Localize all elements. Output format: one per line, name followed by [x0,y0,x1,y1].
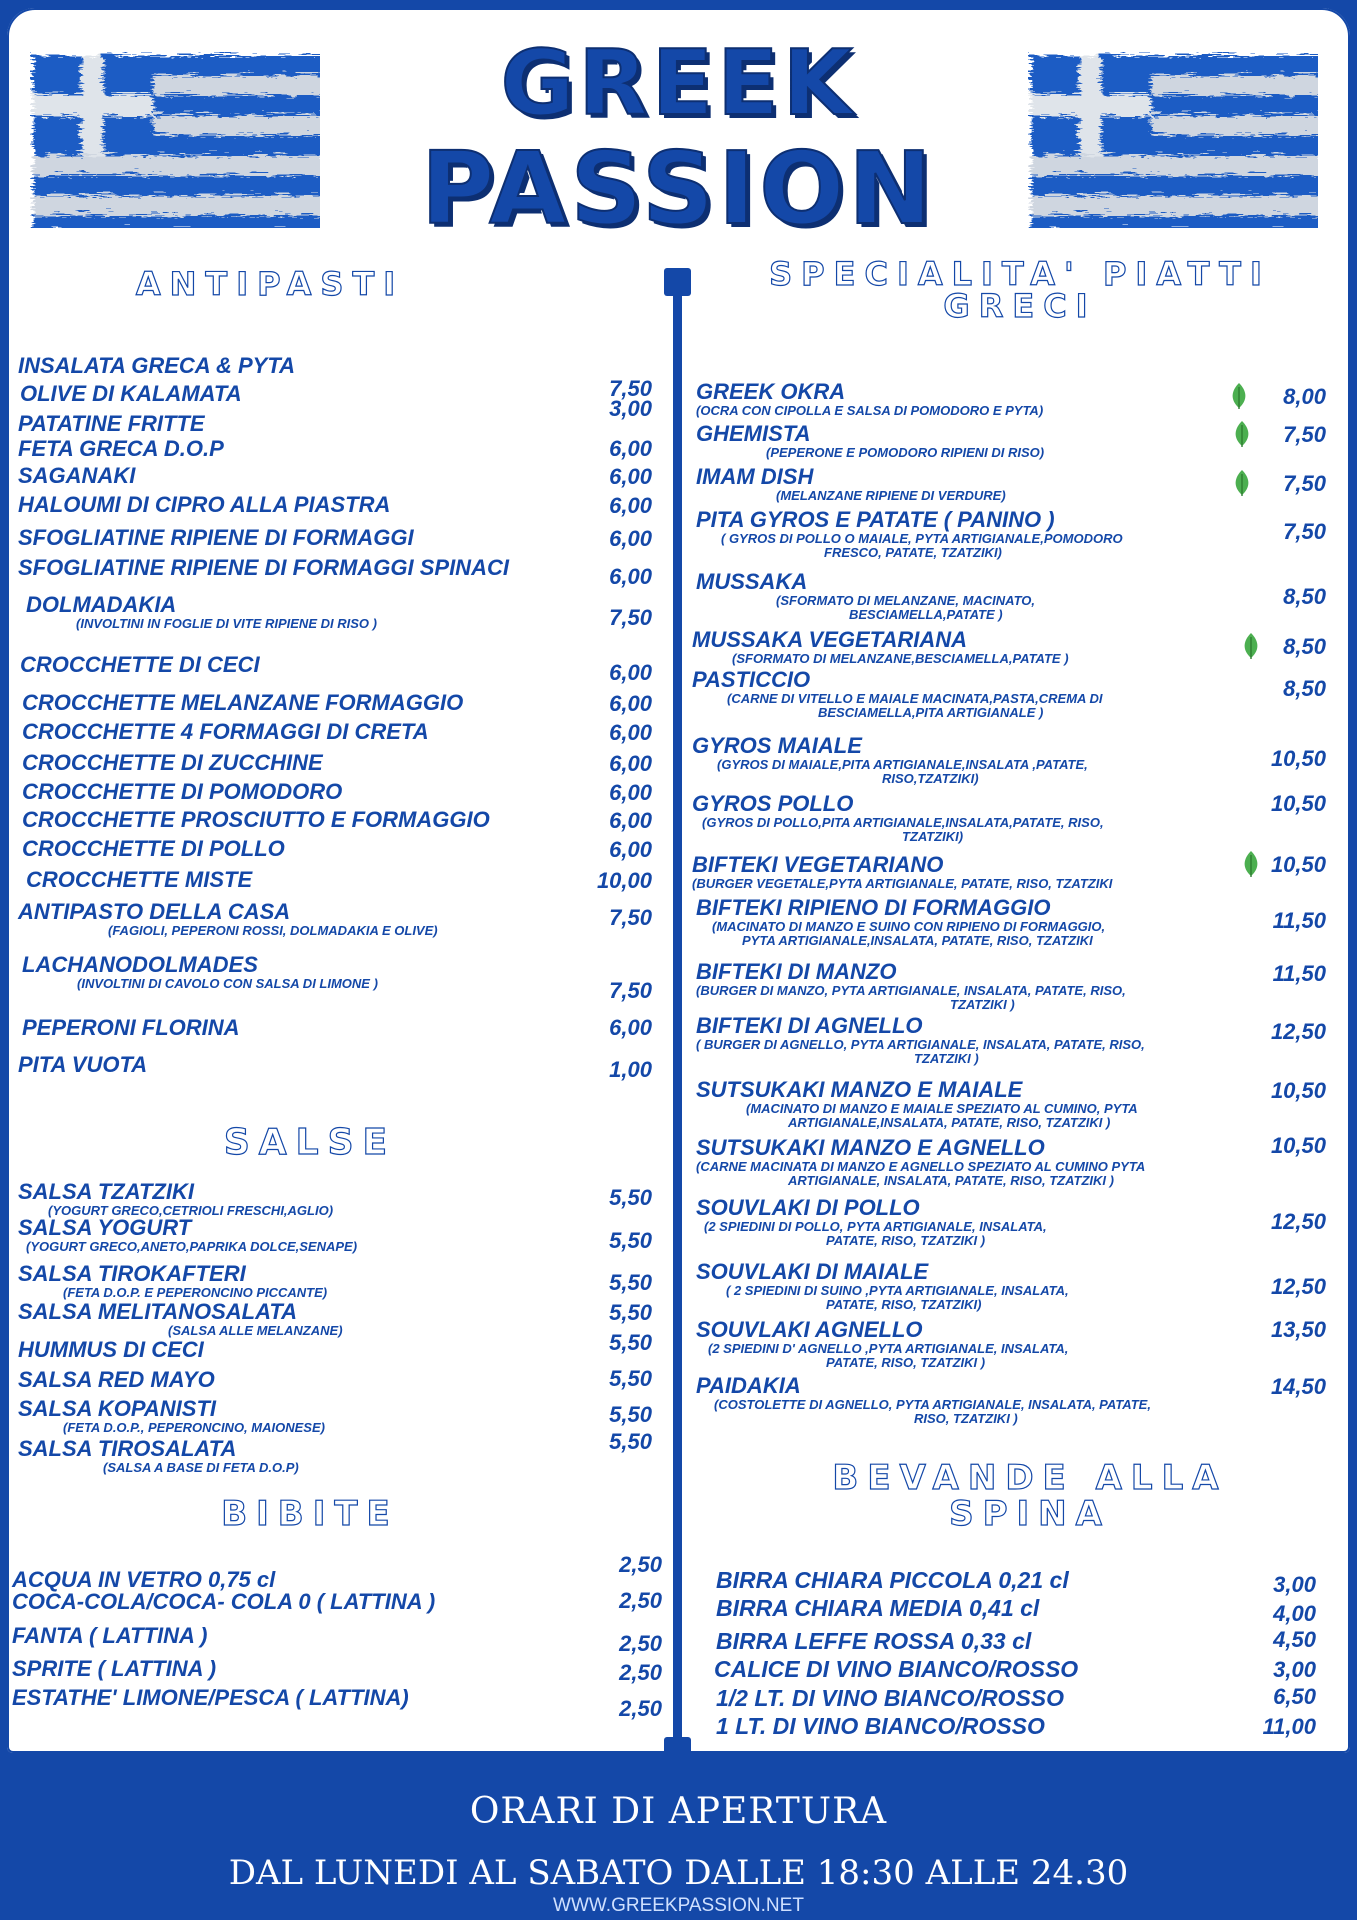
menu-item [26,868,252,892]
menu-item-name: SFOGLIATINE RIPIENE DI FORMAGGI SPINACI [18,555,509,580]
menu-item-price: 8,50 [1283,634,1326,659]
menu-item-price: 6,00 [609,436,652,461]
menu-item [696,960,1126,1012]
menu-item-name: SALSA TIROKAFTERI [18,1261,246,1286]
menu-item-description: (FETA D.O.P., PEPERONCINO, MAIONESE) [63,1420,325,1435]
menu-item-price: 5,50 [609,1402,652,1427]
menu-item [716,1568,1069,1592]
menu-item-price: 11,00 [1262,1714,1316,1739]
menu-item-name: PATATINE FRITTE [18,411,205,436]
menu-item-price: 4,00 [1273,1601,1316,1626]
section-heading-bevande [730,1460,1330,1532]
menu-item-price: 6,00 [609,1015,652,1040]
menu-item [18,354,295,378]
menu-item-name: BIFTEKI VEGETARIANO [692,852,944,877]
menu-item-name: PITA GYROS E PATATE ( PANINO ) [696,507,1055,532]
heading-line: GRECI [943,287,1097,325]
menu-item-name: MUSSAKA VEGETARIANA [692,627,968,652]
vegetarian-leaf-icon [1231,420,1253,448]
menu-item-name: LACHANODOLMADES [22,952,258,977]
menu-item-description: (YOGURT GRECO,ANETO,PAPRIKA DOLCE,SENAPE) [26,1239,358,1254]
menu-item-price: 5,50 [609,1429,652,1454]
menu-item-name: FANTA ( LATTINA ) [12,1623,208,1648]
vegetarian-leaf-icon [1231,469,1253,497]
menu-item-description: (FAGIOLI, PEPERONI ROSSI, DOLMADAKIA E OLIVE) [108,923,438,938]
menu-item-description: BESCIAMELLA,PITA ARTIGIANALE ) [818,705,1044,720]
menu-item [696,422,1044,460]
menu-item-price: 5,50 [609,1330,652,1355]
menu-item [696,1374,1151,1426]
menu-item [696,465,1006,503]
menu-item-description: RISO, TZATZIKI ) [914,1411,1018,1426]
menu-item [18,1338,204,1362]
menu-item-price: 7,50 [609,978,652,1003]
menu-item-name: GREEK OKRA [696,379,846,404]
menu-item [20,653,260,677]
menu-item-description: (SFORMATO DI MELANZANE, MACINATO, [776,593,1036,608]
menu-item-price: 3,00 [609,396,652,421]
menu-item-price: 12,50 [1270,1209,1326,1234]
opening-hours: DAL LUNEDI AL SABATO DALLE 18:30 ALLE 24.30 [228,1853,1129,1893]
menu-item-price: 3,00 [1273,1657,1316,1682]
menu-item-name: CALICE DI VINO BIANCO/ROSSO [714,1656,1079,1682]
menu-item-name: SUTSUKAKI MANZO E MAIALE [696,1077,1023,1102]
menu-item-description: (INVOLTINI IN FOGLIE DI VITE RIPIENE DI RISO ) [76,616,377,631]
menu-item [696,1196,1047,1248]
menu-item [716,1629,1031,1653]
menu-item-price: 10,50 [1270,852,1326,877]
menu-item-name: HUMMUS DI CECI [18,1337,204,1362]
menu-item-price: 7,50 [1283,471,1326,496]
menu-item-name: CROCCHETTE DI POMODORO [22,779,343,804]
page-title-line1: GREEK [500,31,857,136]
menu-item-price: 8,50 [1283,676,1326,701]
menu-item-name: PEPERONI FLORINA [22,1015,240,1040]
menu-item-name: SALSA TIROSALATA [18,1436,237,1461]
menu-item-name: ACQUA IN VETRO 0,75 cl [12,1567,276,1592]
menu-item-name: SALSA YOGURT [18,1215,192,1240]
menu-item-name: ANTIPASTO DELLA CASA [18,899,291,924]
menu-item-description: (2 SPIEDINI DI POLLO, PYTA ARTIGIANALE, INSALATA, [704,1219,1047,1234]
menu-item-name: CROCCHETTE MELANZANE FORMAGGIO [22,690,464,715]
menu-item-name: GHEMISTA [696,421,811,446]
menu-item-name: SALSA RED MAYO [18,1367,215,1392]
menu-item [18,1262,327,1300]
menu-item-price: 8,50 [1283,584,1326,609]
menu-item-name: 1/2 LT. DI VINO BIANCO/ROSSO [716,1685,1065,1711]
menu-item [696,1014,1145,1066]
menu-item-name: BIRRA LEFFE ROSSA 0,33 cl [716,1628,1032,1654]
divider-cap-top [664,268,691,296]
menu-item [716,1686,1064,1710]
menu-item [692,734,1088,786]
menu-item-name: BIRRA CHIARA PICCOLA 0,21 cl [716,1567,1069,1593]
menu-item-price: 1,00 [609,1057,652,1082]
menu-item-price: 10,50 [1270,746,1326,771]
menu-item-price: 2,50 [619,1660,662,1685]
menu-item-description: (CARNE MACINATA DI MANZO E AGNELLO SPEZIATO AL CUMINO PYTA [696,1159,1146,1174]
menu-item-name: ESTATHE' LIMONE/PESCA ( LATTINA) [12,1685,409,1710]
menu-item-name: MUSSAKA [696,569,808,594]
menu-item-price: 12,50 [1270,1019,1326,1044]
menu-item [18,437,224,461]
menu-item-price: 6,50 [1273,1684,1316,1709]
page-title-line2: PASSION [421,130,936,247]
menu-item-name: CROCCHETTE DI CECI [20,652,260,677]
menu-item-description: BESCIAMELLA,PATATE ) [849,607,1003,622]
menu-item-description: PATATE, RISO, TZATZIKI ) [826,1233,986,1248]
menu-item-name: CROCCHETTE PROSCIUTTO E FORMAGGIO [22,807,490,832]
menu-item-name: PAIDAKIA [696,1373,801,1398]
menu-item-name: CROCCHETTE 4 FORMAGGI DI CRETA [22,719,429,744]
menu-item-name: CROCCHETTE MISTE [26,867,253,892]
menu-item-price: 10,50 [1270,791,1326,816]
vegetarian-leaf-icon [1228,382,1250,410]
menu-item-description: (GYROS DI POLLO,PITA ARTIGIANALE,INSALATA,PATATE, RISO, [702,815,1104,830]
menu-item [696,570,1035,622]
column-divider [673,280,682,1745]
menu-item-description: TZATZIKI ) [950,997,1015,1012]
menu-item-description: (MELANZANE RIPIENE DI VERDURE) [776,488,1006,503]
menu-item [716,1596,1039,1620]
menu-item-description: FRESCO, PATATE, TZATZIKI) [824,545,1002,560]
menu-item [18,1300,343,1338]
menu-item-description: (SALSA ALLE MELANZANE) [168,1323,343,1338]
menu-item-price: 7,50 [1283,519,1326,544]
menu-item [696,508,1123,560]
menu-item [12,1657,216,1681]
menu-item [22,751,323,775]
menu-item [22,780,342,804]
menu-item [18,1053,147,1077]
heading-line: BEVANDE ALLA [832,1458,1228,1498]
menu-item-description: (MACINATO DI MANZO E SUINO CON RIPIENO DI FORMAGGIO, [712,919,1106,934]
menu-item [12,1624,208,1648]
menu-item [22,720,429,744]
menu-item-description: (OCRA CON CIPOLLA E SALSA DI POMODORO E PYTA) [696,403,1044,418]
menu-item [696,1136,1145,1188]
website-url: WWW.GREEKPASSION.NET [553,1895,804,1916]
menu-item-price: 5,50 [609,1185,652,1210]
menu-item [18,1397,325,1435]
menu-item [18,556,509,580]
section-heading-bibite: BIBITE [221,1494,399,1534]
menu-item-name: SUTSUKAKI MANZO E AGNELLO [696,1135,1045,1160]
menu-item-price: 6,00 [609,837,652,862]
menu-item-price: 5,50 [609,1228,652,1253]
menu-item-description: PATATE, RISO, TZATZIKI) [826,1297,982,1312]
menu-item [20,382,242,406]
menu-item-name: SALSA KOPANISTI [18,1396,217,1421]
menu-item [12,1590,435,1614]
menu-item [716,1714,1045,1738]
menu-item [18,1437,299,1475]
menu-item [714,1657,1078,1681]
menu-item [18,412,205,436]
divider-cap-bottom [664,1737,691,1765]
menu-item-description: (BURGER VEGETALE,PYTA ARTIGIANALE, PATATE, RISO, TZATZIKI [692,876,1113,891]
menu-item-description: (SALSA A BASE DI FETA D.O.P) [103,1460,299,1475]
menu-item [696,1078,1138,1130]
menu-item-price: 6,00 [609,691,652,716]
menu-item-description: ARTIGIANALE, INSALATA, PATATE, RISO, TZATZIKI ) [788,1173,1114,1188]
menu-item-price: 7,50 [1283,422,1326,447]
menu-item [692,792,1104,844]
menu-item-description: (2 SPIEDINI D' AGNELLO ,PYTA ARTIGIANALE, INSALATA, [708,1341,1069,1356]
menu-item-description: ( BURGER DI AGNELLO, PYTA ARTIGIANALE, INSALATA, PATATE, RISO, [696,1037,1145,1052]
menu-item-name: SALSA MELITANOSALATA [18,1299,298,1324]
menu-item-price: 4,50 [1273,1627,1316,1652]
menu-item-price: 2,50 [619,1588,662,1613]
menu-item [18,1368,215,1392]
menu-item-name: SFOGLIATINE RIPIENE DI FORMAGGI [18,525,414,550]
menu-item-price: 10,50 [1270,1078,1326,1103]
menu-item [22,953,378,991]
menu-item-name: CROCCHETTE DI POLLO [22,836,285,861]
section-heading-specialita [700,255,1340,325]
menu-item-name: FETA GRECA D.O.P [18,436,224,461]
menu-item-price: 6,00 [609,564,652,589]
menu-item-price: 7,50 [609,905,652,930]
menu-item-price: 2,50 [619,1552,662,1577]
menu-item-name: SALSA TZATZIKI [18,1179,194,1204]
menu-item-price: 12,50 [1270,1274,1326,1299]
menu-item [18,900,438,938]
opening-hours-title: ORARI DI APERTURA [469,1791,888,1832]
menu-item-price: 11,50 [1272,961,1326,986]
menu-item-price: 6,00 [609,751,652,776]
menu-item-price: 7,50 [609,376,652,401]
menu-item-description: (FETA D.O.P. E PEPERONCINO PICCANTE) [63,1285,328,1300]
menu-item-description: (INVOLTINI DI CAVOLO CON SALSA DI LIMONE ) [77,976,378,991]
menu-item-name: BIFTEKI RIPIENO DI FORMAGGIO [696,895,1051,920]
menu-item-description: TZATZIKI ) [914,1051,979,1066]
menu-item-price: 6,00 [609,526,652,551]
menu-item [22,837,285,861]
menu-item [18,493,390,517]
menu-item-description: TZATZIKI) [902,829,964,844]
menu-item [18,1180,333,1218]
menu-item-price: 2,50 [619,1631,662,1656]
menu-item [696,1260,1069,1312]
section-heading-antipasti: ANTIPASTI [135,265,405,303]
heading-line: SPECIALITA' PIATTI [769,255,1271,293]
menu-item [18,1216,357,1254]
menu-item-name: SOUVLAKI DI POLLO [696,1195,920,1220]
menu-item-price: 2,50 [619,1696,662,1721]
menu-item-price: 6,00 [609,720,652,745]
menu-item-price: 14,50 [1270,1374,1326,1399]
section-heading-salse: SALSE [223,1122,397,1163]
menu-item-price: 13,50 [1270,1317,1326,1342]
menu-item-price: 5,50 [609,1366,652,1391]
menu-item-name: SPRITE ( LATTINA ) [12,1656,217,1681]
menu-item-name: INSALATA GRECA & PYTA [18,353,296,378]
menu-item-description: PATATE, RISO, TZATZIKI ) [826,1355,986,1370]
menu-item [692,668,1103,720]
vegetarian-leaf-icon [1240,850,1262,878]
menu-item-price: 11,50 [1272,908,1326,933]
menu-item-description: (MACINATO DI MANZO E MAIALE SPEZIATO AL CUMINO, PYTA [746,1101,1138,1116]
menu-item [12,1686,409,1710]
menu-item-name: BIRRA CHIARA MEDIA 0,41 cl [716,1595,1040,1621]
menu-item-price: 6,00 [609,780,652,805]
menu-item-description: (PEPERONE E POMODORO RIPIENI DI RISO) [766,445,1045,460]
menu-item-name: GYROS MAIALE [692,733,862,758]
menu-item-price: 6,00 [609,660,652,685]
menu-item [26,593,377,631]
menu-item [696,1318,1068,1370]
menu-item [22,808,490,832]
menu-item [696,896,1105,948]
menu-item-price: 6,00 [609,493,652,518]
menu-item-price: 7,50 [609,605,652,630]
menu-item-price: 10,00 [596,868,652,893]
menu-item-price: 6,00 [609,808,652,833]
menu-item-description: ARTIGIANALE,INSALATA, PATATE, RISO, TZATZIKI ) [788,1115,1111,1130]
menu-item [22,691,463,715]
menu-item [692,628,1069,666]
menu-item-name: SOUVLAKI AGNELLO [696,1317,923,1342]
menu-item-name: 1 LT. DI VINO BIANCO/ROSSO [716,1713,1045,1739]
menu-item-name: COCA-COLA/COCA- COLA 0 ( LATTINA ) [12,1589,436,1614]
menu-item-name: BIFTEKI DI MANZO [696,959,897,984]
menu-item-name: CROCCHETTE DI ZUCCHINE [22,750,323,775]
menu-item-description: ( 2 SPIEDINI DI SUINO ,PYTA ARTIGIANALE, INSALATA, [726,1283,1069,1298]
menu-item-description: (YOGURT GRECO,CETRIOLI FRESCHI,AGLIO) [48,1203,334,1218]
menu-item-name: BIFTEKI DI AGNELLO [696,1013,923,1038]
menu-item-name: GYROS POLLO [692,791,854,816]
heading-line: SPINA [949,1494,1111,1534]
menu-item-description: (GYROS DI MAIALE,PITA ARTIGIANALE,INSALATA ,PATATE, [717,757,1088,772]
menu-item-description: RISO,TZATZIKI) [882,771,979,786]
menu-item-name: PITA VUOTA [18,1052,148,1077]
menu-item-price: 10,50 [1270,1133,1326,1158]
menu-item-description: PYTA ARTIGIANALE,INSALATA, PATATE, RISO, TZATZIKI [742,933,1093,948]
menu-item [696,380,1043,418]
menu-item [18,464,135,488]
menu-item-name: IMAM DISH [696,464,814,489]
menu-item-name: SAGANAKI [18,463,136,488]
menu-item-price: 5,50 [609,1300,652,1325]
menu-item-description: ( GYROS DI POLLO O MAIALE, PYTA ARTIGIANALE,POMODORO [721,531,1123,546]
menu-item [692,853,1112,891]
menu-item-name: SOUVLAKI DI MAIALE [696,1259,929,1284]
menu-item-name: OLIVE DI KALAMATA [20,381,242,406]
vegetarian-leaf-icon [1240,632,1262,660]
menu-item [18,526,414,550]
menu-item-description: (CARNE DI VITELLO E MAIALE MACINATA,PASTA,CREMA DI [727,691,1103,706]
menu-item-description: (COSTOLETTE DI AGNELLO, PYTA ARTIGIANALE, INSALATA, PATATE, [714,1397,1151,1412]
menu-item-name: HALOUMI DI CIPRO ALLA PIASTRA [18,492,391,517]
menu-item-price: 3,00 [1273,1572,1316,1597]
menu-item [22,1016,240,1040]
menu-item-name: DOLMADAKIA [26,592,177,617]
menu-item-price: 5,50 [609,1270,652,1295]
menu-item-description: (SFORMATO DI MELANZANE,BESCIAMELLA,PATATE ) [732,651,1069,666]
menu-item-price: 8,00 [1283,384,1326,409]
menu-item-name: PASTICCIO [692,667,811,692]
menu-item-price: 6,00 [609,464,652,489]
menu-item-description: (BURGER DI MANZO, PYTA ARTIGIANALE, INSALATA, PATATE, RISO, [696,983,1126,998]
